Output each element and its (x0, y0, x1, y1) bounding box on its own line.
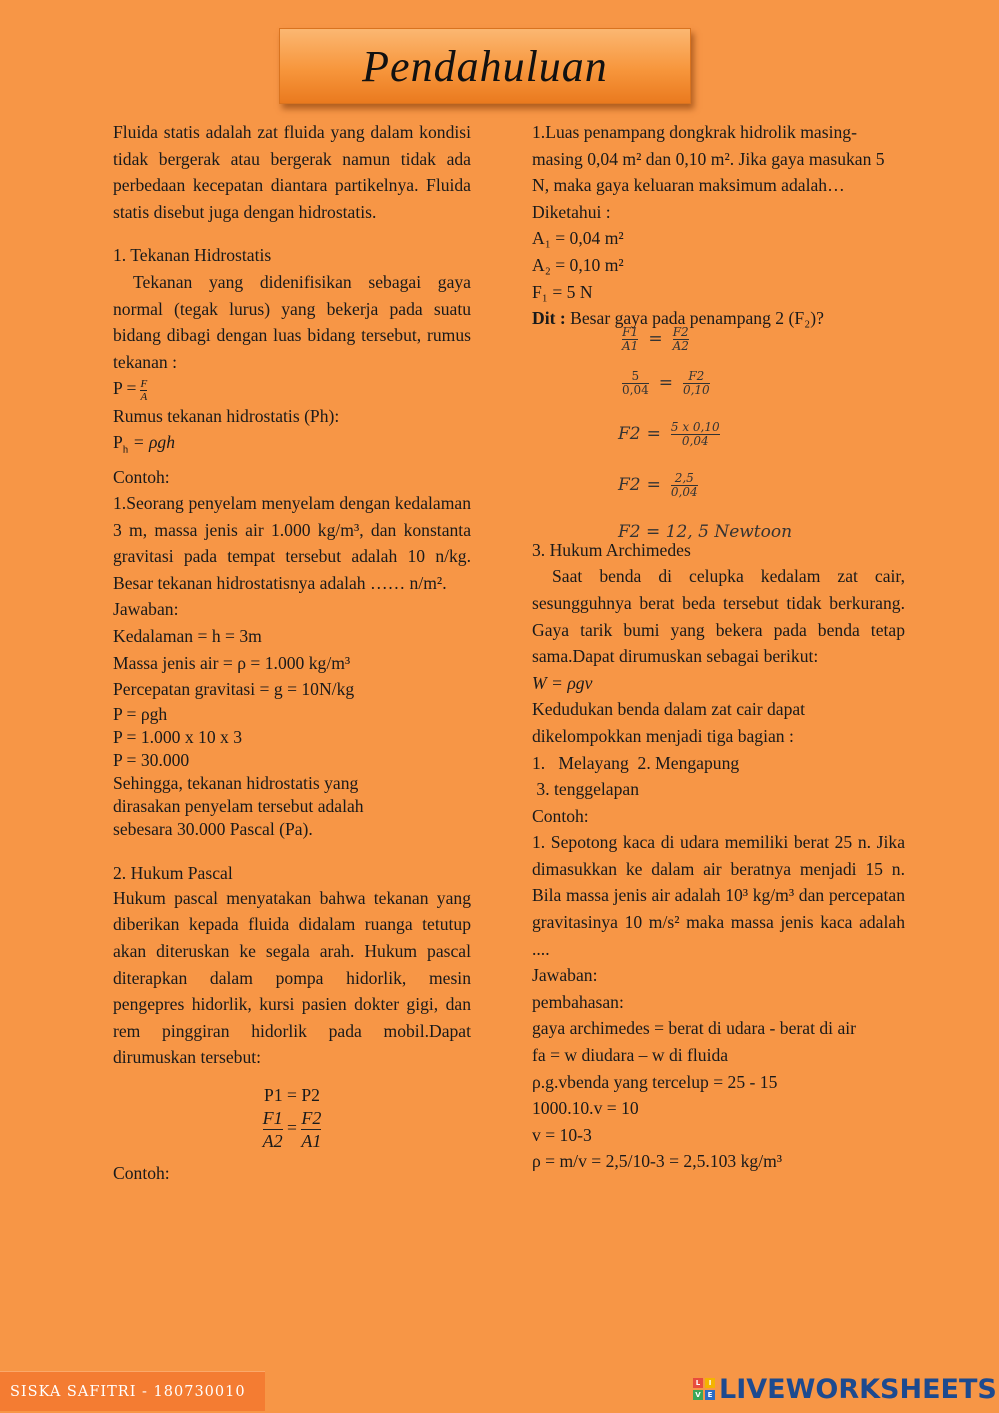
example1-line: Percepatan gravitasi = g = 10N/kg (113, 679, 355, 700)
liveworksheets-logo-icon: L I V E (693, 1378, 715, 1400)
solution-line: 1000.10.v = 10 (532, 1098, 639, 1119)
intro-paragraph: Fluida statis adalah zat fluida yang dalam kondisi tidak bergerak atau bergerak namun tidak ada perbedaan kecepatan diantara partikelnya. Fluida statis disebut juga dengan hidrostatis. (113, 122, 471, 222)
solution-line: ρ = m/v = 2,5/10-3 = 2,5.103 kg/m³ (532, 1151, 783, 1172)
pressure-fraction: $\frac{F}{A}$ (140, 377, 148, 403)
example1-line: Kedalaman = h = 3m (113, 626, 262, 647)
given-f1: F₁ = 5 N (532, 281, 593, 302)
example1-line: sebesara 30.000 Pascal (Pa). (113, 818, 313, 839)
position-list-2: 3. tenggelapan (532, 779, 639, 800)
given-a1: A₁ = 0,04 m² (532, 228, 624, 249)
example1-line: P = ρgh (113, 703, 168, 724)
example1-jawaban: Jawaban: (113, 599, 179, 620)
solution-line: gaya archimedes = berat di udara - berat di air (532, 1018, 857, 1039)
example1-line: dirasakan penyelam tersebut adalah (113, 795, 364, 816)
solution-steps (618, 322, 905, 555)
step-2: 5 0,04 = F2 0,10 (622, 368, 710, 397)
solution-line: fa = w diudara – w di fluida (532, 1045, 729, 1066)
contoh-label-2: Contoh: (113, 1163, 170, 1183)
contoh-label-1: Contoh: (113, 466, 170, 487)
section-heading-tekanan: 1. Tekanan Hidrostatis (113, 245, 272, 266)
solution-line: v = 10-3 (532, 1124, 592, 1145)
question-dongkrak: 1.Luas penampang dongkrak hidrolik masing-masing 0,04 m² dan 0,10 m². Jika gaya masukan 5 N, maka gaya keluaran maksimum adalah… (532, 122, 885, 196)
brand-text: LIVEWORKSHEETS (719, 1373, 997, 1405)
step-3: F2 = 5 x 0,10 0,04 (618, 419, 720, 448)
ditanya-line: Dit : Besar gaya pada penampang 2 (F₂)? (532, 308, 824, 329)
weight-formula: W = ρgv (532, 672, 593, 693)
position-list-1: 1. Melayang 2. Mengapung (532, 752, 740, 773)
page-title: Pendahuluan (362, 41, 608, 91)
step-1: F1 A1 = F2 A2 (622, 325, 689, 354)
liveworksheets-brand (693, 1373, 997, 1405)
jawaban-label: Jawaban: (532, 965, 598, 986)
left-column (113, 119, 471, 1187)
right-column (532, 119, 905, 1175)
tekanan-paragraph: Tekanan yang didenifisikan sebagai gaya normal (tegak lurus) yang bekerja pada suatu bidang dibagi dengan luas bidang tersebut, rumus tekanan : (113, 271, 471, 372)
pembahasan-label: pembahasan: (532, 991, 624, 1012)
example1-line: Sehingga, tekanan hidrostatis yang (113, 772, 359, 793)
example1-line: Massa jenis air = ρ = 1.000 kg/m³ (113, 652, 351, 673)
given-a2: A₂ = 0,10 m² (532, 254, 624, 275)
example1-line: P = 1.000 x 10 x 3 (113, 726, 243, 747)
step-4: F2 = 2,5 0,04 (618, 470, 698, 499)
section-heading-archimedes: 3. Hukum Archimedes (532, 539, 691, 560)
ph-label: Rumus tekanan hidrostatis (Ph): (113, 405, 340, 426)
author-name: SISKA SAFITRI - 180730010 (10, 1383, 246, 1400)
example1-line: P = 30.000 (113, 749, 190, 770)
diketahui-label: Diketahui : (532, 201, 611, 222)
pascal-paragraph: Hukum pascal menyatakan bahwa tekanan yang diberikan kepada fluida didalam ruanga tetutup akan diteruskan ke segala arah. Hukum pascal diterapkan dalam pompa hidorlik, mesin pengepres hidorlik, kursi pasien dokter gigi, dan rem pinggiran hidorlik pada mobil.Dapat dirumuskan tersebut: (113, 887, 471, 1068)
section-heading-pascal: 2. Hukum Pascal (113, 862, 233, 883)
solution-line: ρ.g.vbenda yang tercelup = 25 - 15 (532, 1071, 778, 1092)
example1-question: 1.Seorang penyelam menyelam dengan kedalaman 3 m, massa jenis air 1.000 kg/m³, dan konstanta gravitasi pada tempat tersebut adalah 10 n/kg. Besar tekanan hidrostatisnya adalah …… n/m². (113, 493, 471, 593)
pascal-fraction-left: $\frac{F1}{A2}$ (262, 1108, 283, 1151)
author-footer (0, 1371, 265, 1411)
contoh-label-3: Contoh: (532, 805, 589, 826)
title-banner (279, 28, 691, 104)
step-5: F2 = 12, 5 Newtoon (618, 522, 793, 543)
pascal-formula: P1 = P2 $\frac{F1}{A2}$ = $\frac{F2}{A1}$ (262, 1085, 322, 1151)
pascal-fraction-right: $\frac{F2}{A1}$ (301, 1108, 322, 1151)
kedudukan-paragraph: Kedudukan benda dalam zat cair dapat dikelompokkan menjadi tiga bagian : (532, 699, 806, 746)
archimedes-paragraph: Saat benda di celupka kedalam zat cair, sesungguhnya berat beda tersebut tidak berkurang. Gaya tarik bumi yang bekera pada benda tetap sama.Dapat dirumuskan sebagai berikut: (532, 566, 905, 667)
ph-formula: $P_h = \rho gh$ (113, 432, 176, 456)
pressure-formula: P = $\frac{F}{A}$ (113, 377, 148, 403)
example-archimedes-question: 1. Sepotong kaca di udara memiliki berat 25 n. Jika dimasukkan ke dalam air beratnya menjadi 15 n. Bila massa jenis air adalah 10³ kg/m³ dan percepatan gravitasinya 10 m/s² maka massa jenis kaca adalah .... (532, 832, 905, 959)
